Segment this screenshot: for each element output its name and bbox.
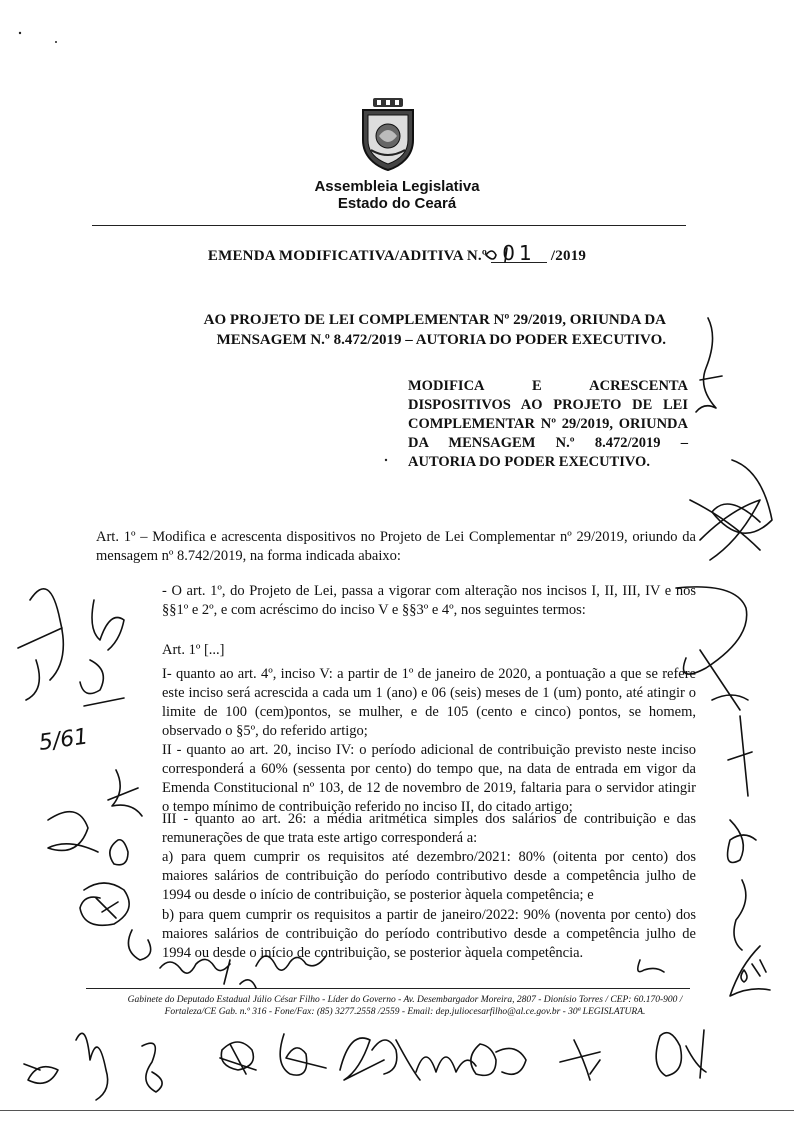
right-margin-initial	[741, 960, 766, 982]
left-margin-initial	[110, 840, 128, 865]
inciso-i: I- quanto ao art. 4º, inciso V: a partir de 1º de janeiro de 2020, a pontuação a que se refere este inciso será acrescida a cada um 1 (ano) e 06 (seis) meses de 1 (um) ponto, até atingir o limite de 100 (cem)pontos, se mulher, e de 105 (cento e cinco) pontos, se homem, observado o §5º, do referido artigo;	[162, 666, 696, 739]
inciso-iii: III - quanto ao art. 26: a média aritmética simples dos salários de contribuição e das remunerações de que trata este artigo corresponderá a:	[162, 811, 696, 846]
left-margin-initial	[128, 930, 150, 960]
article-reference: Art. 1º [...]	[162, 642, 225, 658]
amendment-year: /2019	[550, 248, 587, 264]
institution-name: Assembleia Legislativa	[314, 178, 480, 195]
scan-speck	[385, 459, 387, 461]
left-margin-initial	[80, 660, 124, 706]
left-margin-initial	[24, 1064, 58, 1083]
handwritten-number	[486, 248, 507, 262]
inciso-ii: II - quanto ao art. 20, inciso IV: o período adicional de contribuição previsto neste inciso corresponderá a 60% (sessenta por cento) do tempo que, na data de entrada em vigor da Emenda Constitucional nº 103, de 12 de novembro de 2019, faltaria para o servidor atingir o tempo mínimo de contribuição referido no inciso II, do citado artigo;	[162, 742, 696, 815]
alinea-a: a) para quem cumprir os requisitos até dezembro/2021: 80% (oitenta por cento) dos maiores salários de contribuição do período contributivo desde a competência julho de 1994 ou desde o início de contribuição, se posterior àquela competência; e	[162, 849, 696, 903]
bottom-initial	[416, 1057, 476, 1072]
bottom-initial	[280, 1034, 326, 1075]
bottom-initial	[471, 1044, 526, 1075]
scan-speck	[19, 32, 21, 34]
amendment-label: EMENDA MODIFICATIVA/ADITIVA N.º	[207, 248, 488, 264]
amendment-title: AO PROJETO DE LEI COMPLEMENTAR Nº 29/2019, ORIUNDA DA MENSAGEM N.º 8.472/2019 – AUTORIA DO PODER EXECUTIVO.	[203, 312, 666, 348]
bottom-initial	[76, 1033, 108, 1100]
left-margin-initial	[18, 589, 63, 700]
amendment-number: 01	[491, 244, 547, 263]
footer-line-1: Gabinete do Deputado Estadual Júlio César Filho - Líder do Governo - Av. Desembargador Moreira, 2807 - Dionísio Torres / CEP: 60.170-900 /	[127, 995, 683, 1005]
right-margin-initial	[700, 650, 748, 710]
bottom-initial	[372, 1040, 420, 1080]
margin-initial	[638, 960, 664, 972]
left-margin-initial	[96, 898, 118, 918]
scan-speck	[55, 41, 57, 43]
right-margin-initial	[734, 880, 746, 950]
left-margin-initial	[108, 770, 142, 816]
left-margin-initial	[80, 883, 129, 925]
bottom-initial	[560, 1040, 600, 1080]
right-margin-initial	[676, 587, 747, 674]
right-margin-initial	[730, 946, 770, 996]
alinea-b: b) para quem cumprir os requisitos a partir de janeiro/2022: 90% (noventa por cento) dos maiores salários de contribuição do período contributivo desde a competência julho de 1994 ou desde o início de contribuição, se posterior àquela competência.	[162, 907, 696, 961]
article-1: Art. 1º – Modifica e acrescenta dispositivos no Projeto de Lei Complementar nº 29/2019, oriundo da mensagem nº 8.742/2019, na forma indicada abaixo:	[96, 529, 696, 564]
deputy-signature	[160, 956, 326, 973]
right-margin-initial	[728, 820, 756, 863]
left-margin-initial	[48, 812, 98, 852]
right-margin-initial	[690, 500, 760, 560]
bottom-initial	[220, 1042, 256, 1074]
amendment-summary: MODIFICA E ACRESCENTA DISPOSITIVOS AO PROJETO DE LEI COMPLEMENTAR Nº 29/2019, ORIUNDA DA MENSAGEM N.º 8.472/2019 – AUTORIA DO PODER EXECUTIVO.	[408, 378, 688, 470]
bottom-initial	[656, 1030, 706, 1078]
right-margin-initial	[696, 318, 722, 412]
left-margin-initial	[92, 600, 124, 650]
right-margin-initial	[728, 716, 752, 796]
amendment-intro: - O art. 1º, do Projeto de Lei, passa a vigorar com alteração nos incisos I, II, III, IV e nos §§1º e 2º, e com acréscimo do inciso V e §§3º e 4º, nos seguintes termos:	[162, 583, 696, 618]
footer-line-2: Fortaleza/CE Gab. n.º 316 - Fone/Fax: (85) 3277.2558 /2559 - Email: dep.juliocesarfilho@al.ce.gov.br - 30ª LEGISLATURA.	[164, 1007, 646, 1017]
deputy-signature	[224, 960, 256, 988]
bottom-initial	[142, 1043, 162, 1092]
state-name: Estado do Ceará	[337, 195, 457, 212]
margin-handwriting-5-61: 5/61	[37, 724, 90, 756]
